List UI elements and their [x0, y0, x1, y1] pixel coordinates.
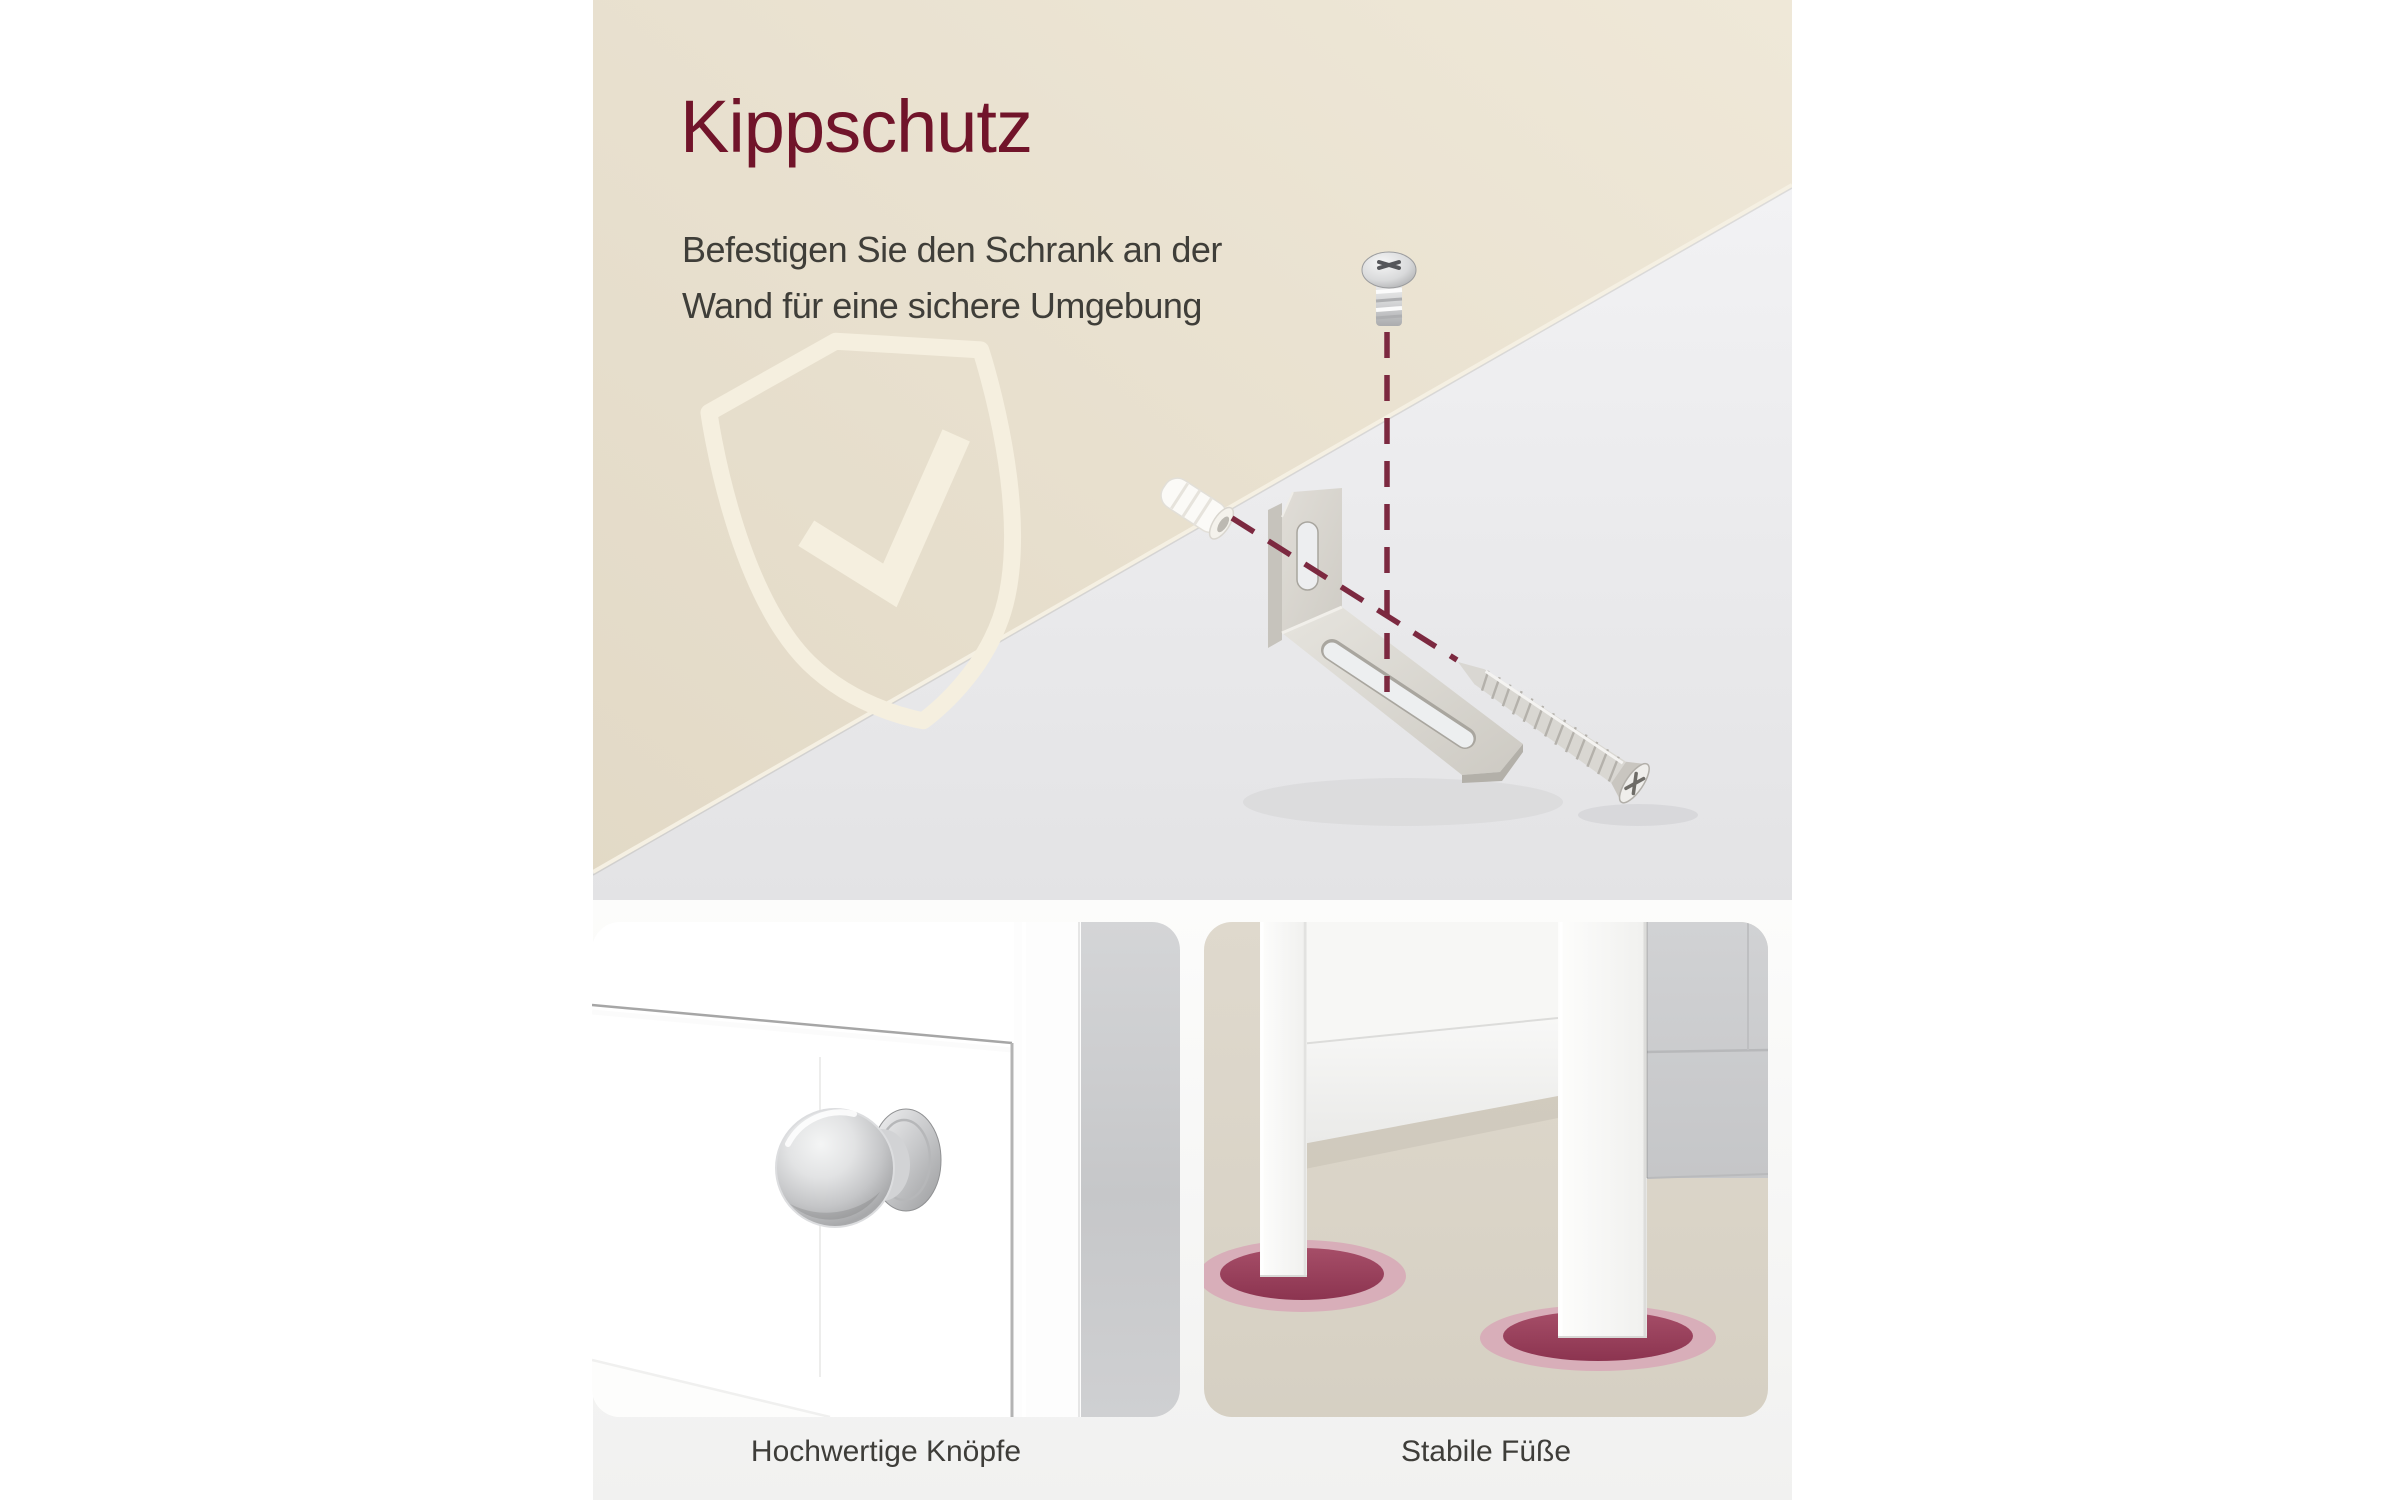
feature-photo-knob: [592, 922, 1180, 1417]
hero-section: [593, 0, 1792, 900]
stable-feet-photo: [1204, 922, 1768, 1417]
feature-caption-feet: Stabile Füße: [1400, 1435, 1572, 1468]
cabinet-leg-right: [1558, 922, 1647, 1338]
feature-caption-knobs: Hochwertige Knöpfe: [750, 1435, 1022, 1468]
hero-subtitle: [682, 222, 1322, 334]
hero-subtitle-line2: Wand für eine sichere Umgebung: [682, 284, 1202, 326]
hero-subtitle-line1: Befestigen Sie den Schrank an der: [682, 229, 1222, 270]
page-title: Kippschutz: [680, 85, 1032, 168]
knob-icon: [776, 1109, 941, 1227]
cabinet-leg-front: [1260, 922, 1307, 1277]
metal-knob-photo: [592, 922, 1180, 1417]
feature-photo-feet: [1204, 922, 1768, 1417]
